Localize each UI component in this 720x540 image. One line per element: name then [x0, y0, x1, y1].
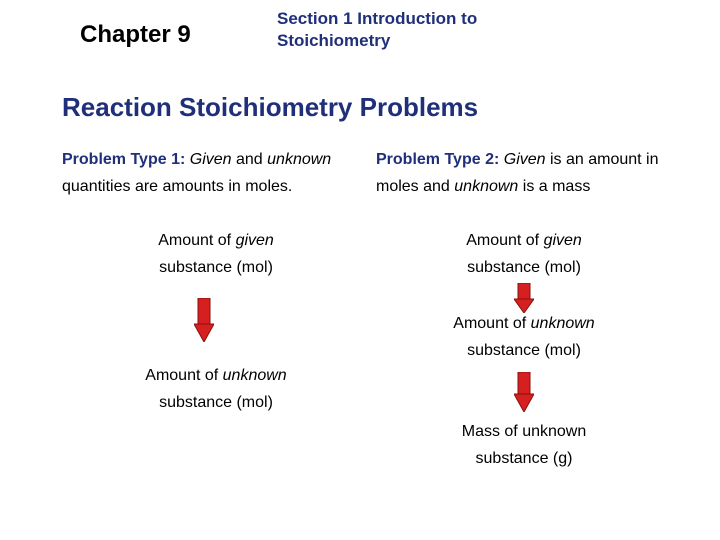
- page-title: Reaction Stoichiometry Problems: [62, 92, 479, 122]
- type2-unknown-line2: substance (mol): [467, 342, 581, 359]
- problem-type-1-text: [62, 146, 352, 200]
- unknown-word: unknown: [454, 178, 519, 195]
- type2-mass-line2: substance (g): [475, 450, 573, 467]
- type2-mass-unknown: [414, 418, 634, 472]
- type2-given-em: given: [543, 232, 582, 249]
- given-word: Given: [503, 151, 546, 168]
- section-title-line1: Section 1 Introduction to: [277, 9, 478, 28]
- type1-given-amount: [106, 227, 326, 281]
- type2-given-prefix: Amount of: [466, 232, 544, 249]
- type2-given-amount: [414, 227, 634, 281]
- problem-type-1-label: Problem Type 1:: [62, 151, 186, 168]
- unknown-word: unknown: [267, 151, 332, 168]
- problem-type-2-label: Problem Type 2:: [376, 151, 500, 168]
- type1-given-prefix: Amount of: [158, 232, 236, 249]
- down-arrow-icon: [194, 298, 214, 342]
- text-mid: is an amount in moles and: [376, 151, 659, 195]
- text-and: and: [231, 151, 263, 168]
- type1-given-line1: [106, 227, 326, 254]
- section-title: [277, 8, 577, 52]
- type2-unknown-amount: [414, 310, 634, 364]
- type1-unknown-line1: [106, 362, 326, 389]
- type2-given-line2: substance (mol): [467, 259, 581, 276]
- type1-given-em: given: [235, 232, 274, 249]
- type2-unknown-line1: [414, 310, 634, 337]
- type2-mass-line1: Mass of unknown: [461, 423, 587, 440]
- given-word: Given: [189, 151, 232, 168]
- chapter-label: Chapter 9: [80, 21, 191, 48]
- text-rest: is a mass: [518, 178, 591, 195]
- type1-unknown-em: unknown: [222, 367, 287, 384]
- type2-unknown-em: unknown: [530, 315, 595, 332]
- type1-unknown-prefix: Amount of: [145, 367, 223, 384]
- type2-given-line1: [414, 227, 634, 254]
- type2-unknown-prefix: Amount of: [453, 315, 531, 332]
- down-arrow-icon: [514, 372, 534, 412]
- type1-unknown-line2: substance (mol): [159, 394, 273, 411]
- problem-type-2-text: [376, 146, 666, 200]
- text-rest: quantities are amounts in moles.: [62, 178, 293, 195]
- section-title-line2: Stoichiometry: [277, 31, 391, 50]
- down-arrow-icon: [514, 283, 534, 313]
- type1-given-line2: substance (mol): [159, 259, 273, 276]
- type1-unknown-amount: [106, 362, 326, 416]
